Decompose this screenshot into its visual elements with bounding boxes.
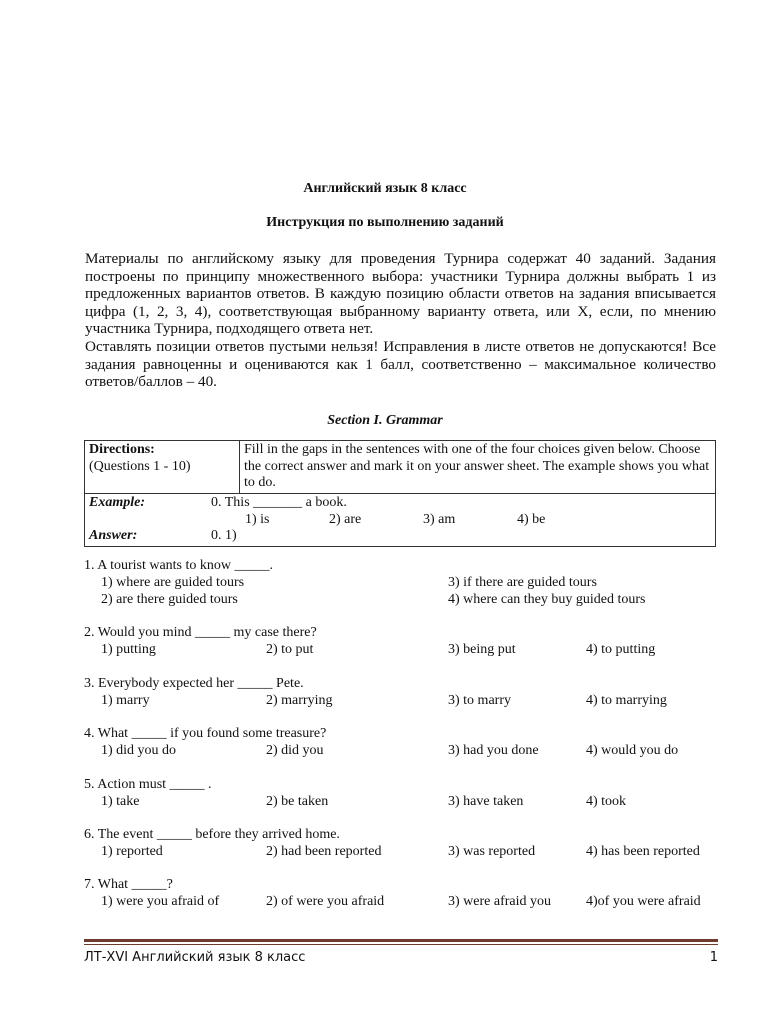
directions-questions-range: (Questions 1 - 10) bbox=[89, 458, 191, 474]
question-4-stem: 4. What _____ if you found some treasure? bbox=[84, 726, 327, 741]
question-5-option-2: 2) be taken bbox=[266, 794, 329, 809]
question-1-option-3: 3) if there are guided tours bbox=[448, 575, 597, 590]
section-title: Section I. Grammar bbox=[327, 413, 443, 428]
question-7-option-4: 4)of you were afraid bbox=[586, 894, 701, 909]
page-title: Английский язык 8 класс bbox=[303, 181, 467, 196]
question-1-option-1: 1) where are guided tours bbox=[101, 575, 245, 590]
answer-value: 0. 1) bbox=[211, 527, 237, 543]
instruction-title: Инструкция по выполнению заданий bbox=[266, 215, 504, 230]
question-6-option-3: 3) was reported bbox=[448, 844, 536, 859]
question-2-option-4: 4) to putting bbox=[586, 642, 656, 657]
question-3-option-3: 3) to marry bbox=[448, 693, 511, 708]
question-7-stem: 7. What _____? bbox=[84, 877, 173, 892]
example-cell bbox=[85, 493, 716, 546]
question-2-stem: 2. Would you mind _____ my case there? bbox=[84, 625, 317, 640]
page-number: 1 bbox=[709, 950, 718, 965]
question-4-option-4: 4) would you do bbox=[586, 743, 679, 758]
question-4-option-1: 1) did you do bbox=[101, 743, 177, 758]
question-5-stem: 5. Action must _____ . bbox=[84, 777, 212, 792]
footer-text: ЛТ-XVI Английский язык 8 класс bbox=[84, 950, 306, 965]
example-option-2: 2) are bbox=[329, 511, 362, 527]
question-7-option-3: 3) were afraid you bbox=[448, 894, 552, 909]
question-3-option-2: 2) marrying bbox=[266, 693, 333, 708]
question-4-option-2: 2) did you bbox=[266, 743, 324, 758]
question-2-option-3: 3) being put bbox=[448, 642, 516, 657]
instructions-paragraph-1: Материалы по английскому языку для проведения Турнира содержат 40 заданий. Задания построены по принципу множественного выбора: участники Турнира должны выбрать 1 из предложенных вариантов ответов. В каждую позицию области ответов на задания вписывается цифра (1, 2, 3, 4), соответствующая выбранному варианту ответа, или X, если, по мнению участника Турнира, подходящего ответа нет. bbox=[85, 250, 716, 338]
directions-text: Fill in the gaps in the sentences with one of the four choices given below. Choose the correct answer and mark it on your answer sheet. The example shows you what to do. bbox=[240, 441, 716, 494]
directions-label: Directions: bbox=[89, 442, 155, 457]
question-7-option-2: 2) of were you afraid bbox=[266, 894, 385, 909]
question-4-option-3: 3) had you done bbox=[448, 743, 539, 758]
example-option-3: 3) am bbox=[423, 511, 456, 527]
question-1-option-2: 2) are there guided tours bbox=[101, 592, 238, 607]
question-6-option-2: 2) had been reported bbox=[266, 844, 382, 859]
question-3-option-1: 1) marry bbox=[101, 693, 150, 708]
question-1-stem: 1. A tourist wants to know _____. bbox=[84, 558, 274, 573]
question-5-option-4: 4) took bbox=[586, 794, 627, 809]
question-3-stem: 3. Everybody expected her _____ Pete. bbox=[84, 676, 304, 691]
question-3-option-4: 4) to marrying bbox=[586, 693, 667, 708]
footer-rule-thick bbox=[84, 939, 718, 942]
question-1-option-4: 4) where can they buy guided tours bbox=[448, 592, 646, 607]
question-2-option-1: 1) putting bbox=[101, 642, 156, 657]
question-2-option-2: 2) to put bbox=[266, 642, 314, 657]
footer-rule-thin bbox=[84, 944, 718, 945]
instructions-body bbox=[85, 250, 716, 391]
example-option-4: 4) be bbox=[517, 511, 546, 527]
answer-label: Answer: bbox=[89, 527, 138, 543]
question-7-option-1: 1) were you afraid of bbox=[101, 894, 220, 909]
question-6-stem: 6. The event _____ before they arrived home. bbox=[84, 827, 340, 842]
example-label: Example: bbox=[89, 494, 145, 510]
question-6-option-4: 4) has been reported bbox=[586, 844, 700, 859]
question-5-option-3: 3) have taken bbox=[448, 794, 524, 809]
question-6-option-1: 1) reported bbox=[101, 844, 163, 859]
question-5-option-1: 1) take bbox=[101, 794, 140, 809]
example-option-1: 1) is bbox=[245, 511, 270, 527]
example-sentence: 0. This _______ a book. bbox=[211, 494, 347, 510]
directions-label-cell bbox=[85, 441, 240, 494]
directions-table bbox=[84, 440, 716, 547]
instructions-paragraph-2: Оставлять позиции ответов пустыми нельзя! Исправления в листе ответов не допускаются! Все задания равноценны и оцениваются как 1 балл, соответственно – максимальное количество ответов/баллов – 40. bbox=[85, 337, 716, 391]
